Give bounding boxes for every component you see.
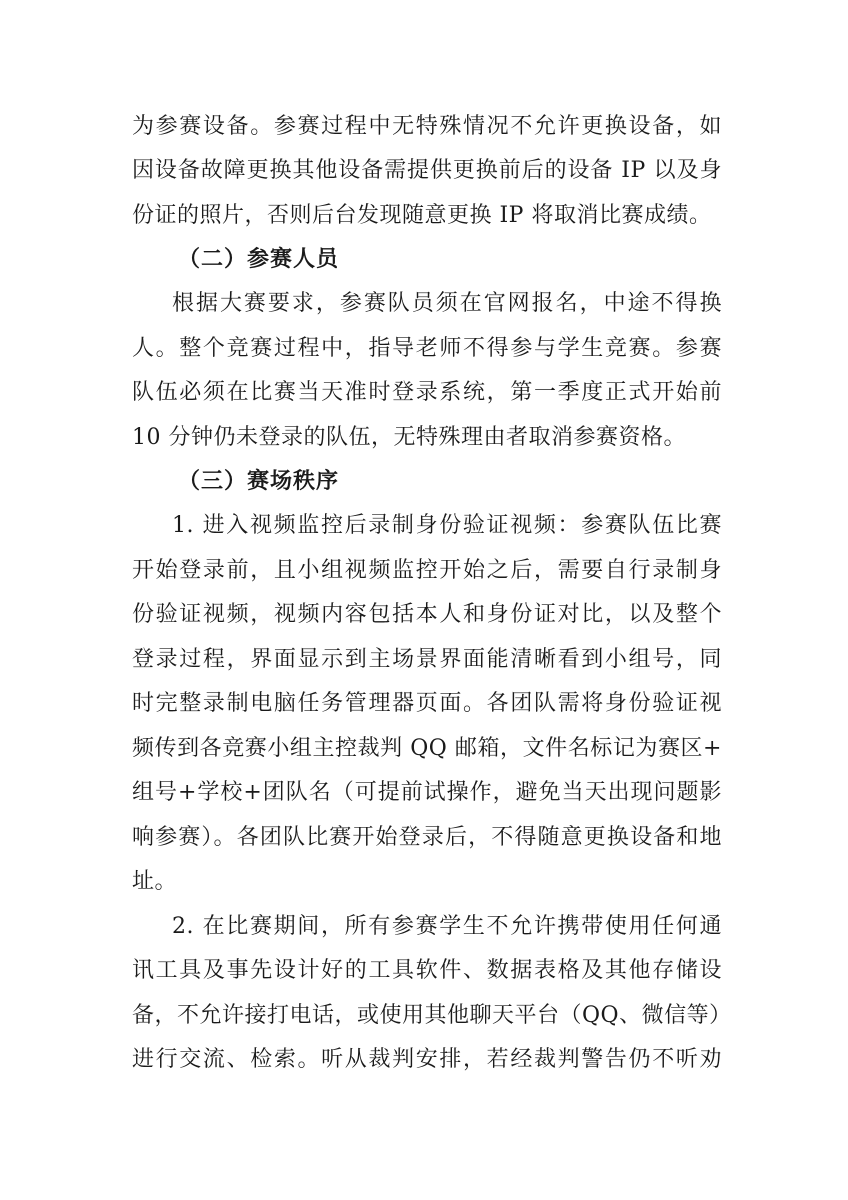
body-text-line: 10 分钟仍未登录的队伍，无特殊理由者取消参赛资格。	[132, 425, 686, 450]
body-text-line: 人。整个竞赛过程中，指导老师不得参与学生竞赛。参赛	[132, 336, 722, 361]
body-text-line: 组号+学校+团队名（可提前试操作，避免当天出现问题影	[132, 780, 722, 805]
section-heading: （三）赛场秩序	[178, 469, 340, 494]
paragraph-first-line: 2. 在比赛期间，所有参赛学生不允许携带使用任何通	[172, 914, 722, 939]
body-text-line: 为参赛设备。参赛过程中无特殊情况不允许更换设备，如	[132, 114, 722, 139]
body-text-line: 份证的照片，否则后台发现随意更换 IP 将取消比赛成绩。	[132, 203, 712, 228]
body-text-line: 备，不允许接打电话，或使用其他聊天平台（QQ、微信等）	[132, 1003, 732, 1028]
body-text-line: 响参赛）。各团队比赛开始登录后，不得随意更换设备和地	[132, 825, 722, 850]
body-text-line: 讯工具及事先设计好的工具软件、数据表格及其他存储设	[132, 958, 722, 983]
body-text-line: 址。	[132, 869, 178, 894]
body-text-line: 登录过程，界面显示到主场景界面能清晰看到小组号，同	[132, 647, 722, 672]
body-text-line: 因设备故障更换其他设备需提供更换前后的设备 IP 以及身	[132, 158, 722, 183]
body-text-line: 队伍必须在比赛当天准时登录系统，第一季度正式开始前	[132, 380, 722, 405]
body-text-line: 份验证视频，视频内容包括本人和身份证对比，以及整个	[132, 602, 722, 627]
paragraph-first-line: 1. 进入视频监控后录制身份验证视频：参赛队伍比赛	[172, 513, 722, 538]
body-text-line: 时完整录制电脑任务管理器页面。各团队需将身份验证视	[132, 691, 722, 716]
body-text-line: 开始登录前，且小组视频监控开始之后，需要自行录制身	[132, 558, 722, 583]
body-text-line: 频传到各竞赛小组主控裁判 QQ 邮箱，文件名标记为赛区+	[132, 736, 722, 761]
paragraph-first-line: 根据大赛要求，参赛队员须在官网报名，中途不得换	[172, 291, 722, 316]
body-text-line: 进行交流、检索。听从裁判安排，若经裁判警告仍不听劝	[132, 1047, 722, 1072]
section-heading: （二）参赛人员	[178, 247, 340, 272]
